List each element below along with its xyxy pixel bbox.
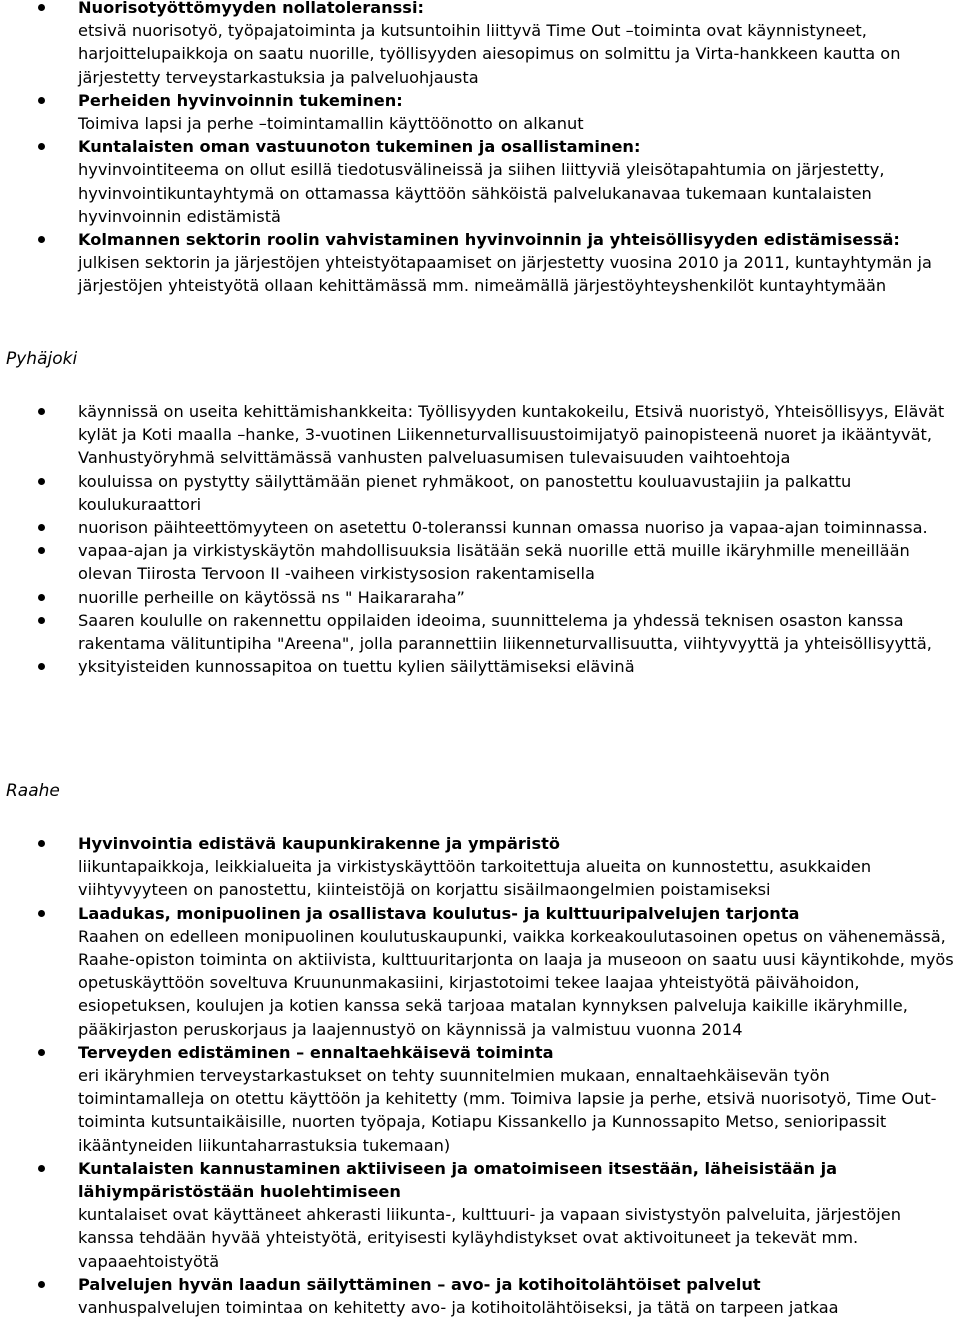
item-text: eri ikäryhmien terveystarkastukset on tehty suunnitelmien mukaan, ennaltaehkäisevän työn toimintamalleja on otettu käyttöön ja kehitetty (mm. Toimiva lapsie ja perhe, etsivä nuorisotyö, Time Out-toiminta kutsuntaikäisille, nuorten työpaja, Kotiapu Kissankello ja Kunnossapito Metso, senioripassit ikääntyneiden liikuntaharrastuksia tukemaan) (78, 1066, 937, 1155)
item-heading: Palvelujen hyvän laadun säilyttäminen – avo- ja kotihoitolähtöiset palvelut (78, 1274, 761, 1294)
item-text: hyvinvointiteema on ollut esillä tiedotusvälineissä ja siihen liittyviä yleisötapahtumia on järjestetty, hyvinvointikuntayhtymä on ottamassa käyttöön sähköistä palvelukanavaa tukemaan kuntalaisten hyvinvoinnin edistämistä (78, 160, 885, 226)
bullet-icon (38, 910, 45, 917)
item-heading: Perheiden hyvinvoinnin tukeminen: (78, 90, 403, 110)
bullet-icon (38, 594, 45, 601)
item-text: liikuntapaikkoja, leikkialueita ja virkistyskäyttöön tarkoitettuja alueita on kunnostettu, asukkaiden viihtyvyyteen on panostettu, kiinteistöjä on korjattu sisäilmaongelmien poistamiseksi (78, 857, 872, 900)
bullet-icon (38, 143, 45, 150)
list-item (0, 539, 960, 585)
item-text: nuorille perheille on käytössä ns " Haikararaha” (78, 587, 465, 607)
item-text: Raahen on edelleen monipuolinen koulutuskaupunki, vaikka korkeakoulutasoinen opetus on vähenemässä, Raahe-opiston toiminta on aktiivista, kulttuuritarjonta on laaja ja museoon on saatu uusi käyntikohde, myös opetuskäyttöön soveltuva Kruununmakasiini, kirjastotoimi tekee laajaa yhteistyötä päivähoidon, esiopetuksen, koulujen ja kotien kanssa sekä tarjoaa matalan kynnyksen palveluja kaikille ikäryhmille, pääkirjaston peruskorjaus ja laajennustyö on käynnissä ja valmistuu vuonna 2014 (78, 926, 954, 1039)
raahe-section (0, 832, 960, 1319)
item-text: Saaren koululle on rakennettu oppilaiden ideoima, suunnittelema ja yhdessä teknisen osaston kanssa rakentama välituntipiha "Areena", jolla parannettiin liikenneturvallisuutta, viihtyvyyttä ja yhteisöllisyyttä, (78, 610, 932, 654)
bullet-icon (38, 1049, 45, 1056)
bullet-icon (38, 236, 45, 243)
bullet-icon (38, 617, 45, 624)
list-item (0, 1157, 960, 1273)
intro-section (0, 0, 960, 298)
list-item (0, 609, 960, 655)
item-text: kouluissa on pystytty säilyttämään pienet ryhmäkoot, on panostettu kouluavustajiin ja palkattu koulukuraattori (78, 471, 852, 514)
list-item (0, 1041, 960, 1157)
raahe-list (0, 832, 960, 1319)
pyhajoki-list (0, 400, 960, 678)
municipality-label-raahe: Raahe (6, 781, 60, 801)
item-heading: Nuorisotyöttömyyden nollatoleranssi: (78, 0, 424, 17)
item-text: nuorison päihteettömyyteen on asetettu 0-toleranssi kunnan omassa nuoriso ja vapaa-ajan toiminnassa. (78, 518, 928, 538)
item-heading: Laadukas, monipuolinen ja osallistava koulutus- ja kulttuuripalvelujen tarjonta (78, 903, 800, 923)
list-item (0, 89, 960, 135)
bullet-icon (38, 663, 45, 670)
bullet-icon (38, 97, 45, 104)
bullet-icon (38, 478, 45, 485)
item-text: kuntalaiset ovat käyttäneet ahkerasti liikunta-, kulttuuri- ja vapaan sivistystyön palveluita, järjestöjen kanssa tehdään hyvää yhteistyötä, erityisesti kyläyhdistykset ovat aktivoituneet ja tekevät mm. vapaaehtoistyötä (78, 1205, 902, 1271)
municipality-label-pyhajoki: Pyhäjoki (6, 349, 78, 369)
item-text: julkisen sektorin ja järjestöjen yhteistyötapaamiset on järjestetty vuosina 2010 ja 2011, kuntayhtymän ja järjestöjen yhteistyötä ollaan kehittämässä mm. nimeämällä järjestöyhteyshenkilöt kuntayhtymään (78, 253, 932, 296)
list-item (0, 516, 960, 539)
list-item (0, 0, 960, 89)
item-heading: Hyvinvointia edistävä kaupunkirakenne ja ympäristö (78, 834, 560, 853)
pyhajoki-section (0, 400, 960, 678)
list-item (0, 135, 960, 228)
item-heading: Kolmannen sektorin roolin vahvistaminen hyvinvoinnin ja yhteisöllisyyden edistämisessä: (78, 230, 900, 250)
item-text: yksityisteiden kunnossapitoa on tuettu kylien säilyttämiseksi elävinä (78, 657, 635, 677)
item-heading: Terveyden edistäminen – ennaltaehkäisevä toiminta (78, 1042, 554, 1062)
item-text: etsivä nuorisotyö, työpajatoiminta ja kutsuntoihin liittyvä Time Out –toiminta ovat käynnistyneet, harjoittelupaikkoja on saatu nuorille, työllisyyden aiesopimus on solmittu ja Virta-hankkeen kautta on järjestetty terveystarkastuksia ja palveluohjausta (78, 21, 901, 87)
intro-list (0, 0, 960, 298)
item-heading: Kuntalaisten kannustaminen aktiiviseen ja omatoimiseen itsestään, läheisistään ja lähiympäristöstään huolehtimiseen (78, 1158, 838, 1202)
bullet-icon (38, 547, 45, 554)
list-item (0, 228, 960, 298)
list-item (0, 655, 960, 678)
item-heading: Kuntalaisten oman vastuunoton tukeminen ja osallistaminen: (78, 137, 641, 157)
list-item (0, 832, 960, 902)
bullet-icon (38, 840, 45, 847)
bullet-icon (38, 4, 45, 11)
list-item (0, 902, 960, 1041)
item-text: vapaa-ajan ja virkistyskäytön mahdollisuuksia lisätään sekä nuorille että muille ikäryhmille meneillään olevan Tiirosta Tervoon II -vaiheen virkistysosion rakentamisella (78, 541, 910, 584)
bullet-icon (38, 524, 45, 531)
list-item (0, 586, 960, 609)
list-item (0, 470, 960, 516)
bullet-icon (38, 408, 45, 415)
bullet-icon (38, 1281, 45, 1288)
item-text: Toimiva lapsi ja perhe –toimintamallin käyttöönotto on alkanut (78, 114, 584, 134)
item-text: vanhuspalvelujen toimintaa on kehitetty avo- ja kotihoitolähtöiseksi, ja tätä on tarpeen jatkaa (78, 1298, 839, 1318)
list-item (0, 1273, 960, 1319)
list-item (0, 400, 960, 470)
item-text: käynnissä on useita kehittämishankkeita: Työllisyyden kuntakokeilu, Etsivä nuoristyö, Yhteisöllisyys, Elävät kylät ja Koti maalla –hanke, 3-vuotinen Liikenneturvallisuustoimijatyö painopisteenä nuoret ja ikääntyvät, Vanhustyöryhmä selvittämässä vanhusten palveluasumisen tulevaisuuden vaihtoehtoja (78, 402, 945, 468)
bullet-icon (38, 1165, 45, 1172)
